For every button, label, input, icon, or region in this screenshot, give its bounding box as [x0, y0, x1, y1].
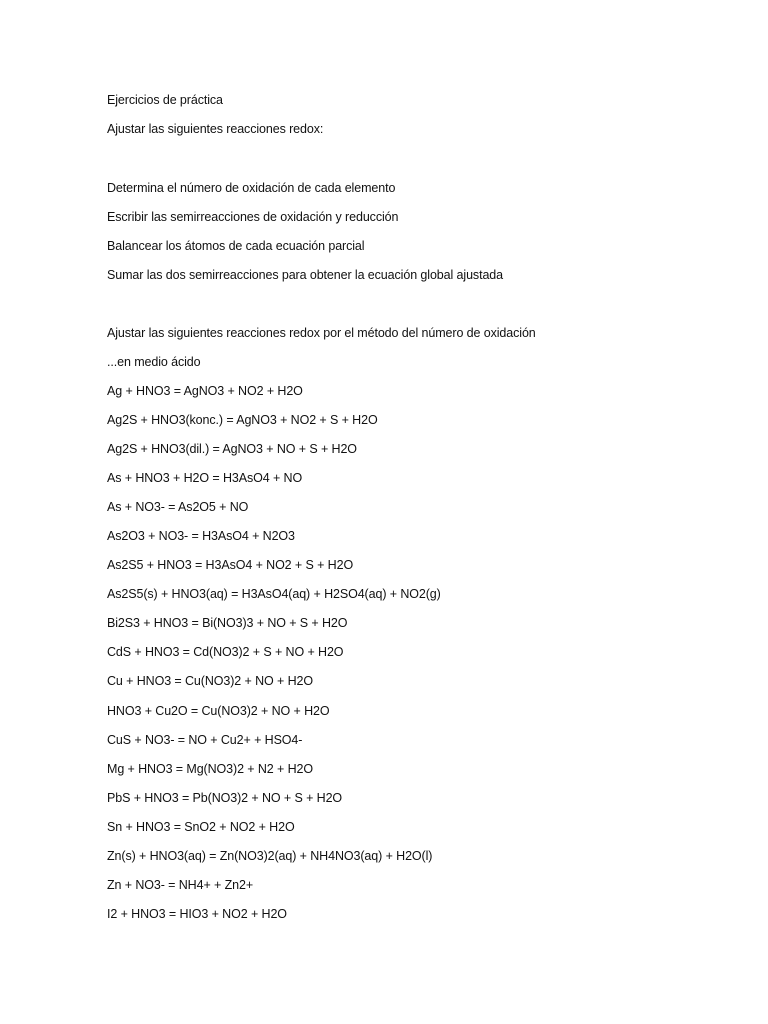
step-item: Balancear los átomos de cada ecuación parcial [107, 239, 365, 253]
reaction-item: Bi2S3 + HNO3 = Bi(NO3)3 + NO + S + H2O [107, 616, 348, 630]
reaction-item: Ag2S + HNO3(dil.) = AgNO3 + NO + S + H2O [107, 442, 357, 456]
reaction-item: Ag + HNO3 = AgNO3 + NO2 + H2O [107, 384, 303, 398]
step-item: Sumar las dos semirreacciones para obtener la ecuación global ajustada [107, 268, 504, 282]
reaction-item: I2 + HNO3 = HIO3 + NO2 + H2O [107, 907, 287, 921]
reaction-item: Ag2S + HNO3(konc.) = AgNO3 + NO2 + S + H2O [107, 413, 378, 427]
document-intro: Ajustar las siguientes reacciones redox: [107, 122, 324, 136]
reaction-item: As2S5 + HNO3 = H3AsO4 + NO2 + S + H2O [107, 558, 354, 572]
reaction-item: PbS + HNO3 = Pb(NO3)2 + NO + S + H2O [107, 791, 343, 805]
section-title: Ajustar las siguientes reacciones redox por el método del número de oxidación [107, 326, 536, 340]
reaction-item: Cu + HNO3 = Cu(NO3)2 + NO + H2O [107, 674, 314, 688]
reaction-item: As + NO3- = As2O5 + NO [107, 500, 249, 514]
reaction-item: Sn + HNO3 = SnO2 + NO2 + H2O [107, 820, 295, 834]
reaction-item: Mg + HNO3 = Mg(NO3)2 + N2 + H2O [107, 762, 314, 776]
document-heading: Ejercicios de práctica [107, 93, 223, 107]
reaction-item: As + HNO3 + H2O = H3AsO4 + NO [107, 471, 303, 485]
reaction-item: CdS + HNO3 = Cd(NO3)2 + S + NO + H2O [107, 645, 344, 659]
reaction-item: HNO3 + Cu2O = Cu(NO3)2 + NO + H2O [107, 704, 330, 718]
reaction-item: As2S5(s) + HNO3(aq) = H3AsO4(aq) + H2SO4(aq) + NO2(g) [107, 587, 441, 601]
medium-label: ...en medio ácido [107, 355, 201, 369]
step-item: Escribir las semirreacciones de oxidación y reducción [107, 210, 399, 224]
step-item: Determina el número de oxidación de cada elemento [107, 181, 396, 195]
reaction-item: Zn + NO3- = NH4+ + Zn2+ [107, 878, 254, 892]
reaction-item: Zn(s) + HNO3(aq) = Zn(NO3)2(aq) + NH4NO3(aq) + H2O(l) [107, 849, 433, 863]
reaction-item: CuS + NO3- = NO + Cu2+ + HSO4- [107, 733, 303, 747]
reaction-item: As2O3 + NO3- = H3AsO4 + N2O3 [107, 529, 295, 543]
